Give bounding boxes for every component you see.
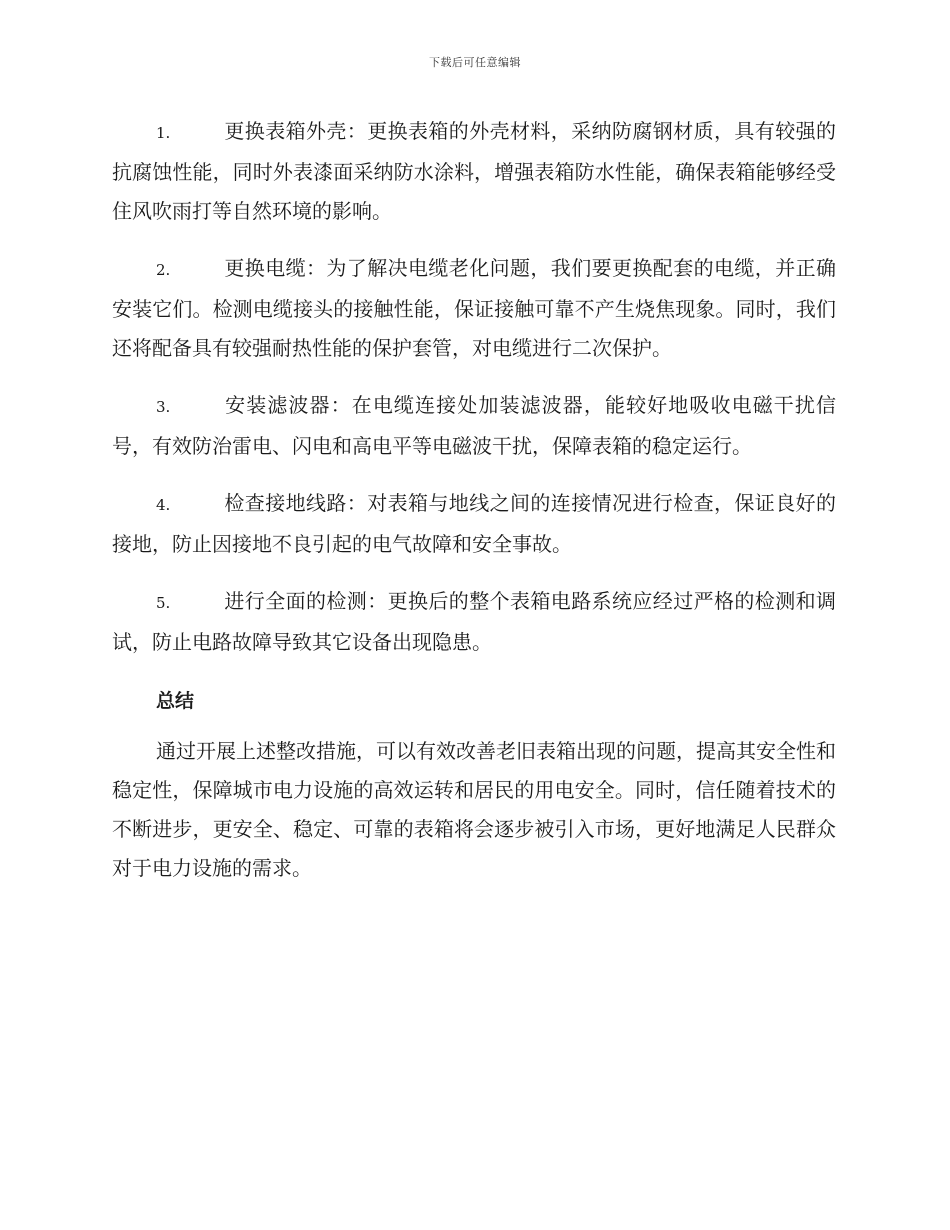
list-item-text: 更换表箱外壳：更换表箱的外壳材料，采纳防腐钢材质，具有较强的抗腐蚀性能，同时外表漆面采纳防水涂料，增强表箱防水性能，确保表箱能够经受住风吹雨打等自然环境的影响。 bbox=[112, 119, 836, 223]
summary-heading: 总结 bbox=[156, 690, 195, 712]
summary-paragraph: 通过开展上述整改措施，可以有效改善老旧表箱出现的问题，提高其安全性和稳定性，保障城市电力设施的高效运转和居民的用电安全。同时，信任随着技术的不断进步，更安全、稳定、可靠的表箱将会逐步被引入市场，更好地满足人民群众对于电力设施的需求。 bbox=[112, 739, 836, 880]
list-item-number: 2. bbox=[156, 261, 171, 279]
list-item-number: 5. bbox=[156, 594, 171, 612]
list-item-text: 更换电缆：为了解决电缆老化问题，我们要更换配套的电缆，并正确安装它们。检测电缆接头的接触性能，保证接触可靠不产生烧焦现象。同时，我们还将配备具有较强耐热性能的保护套管，对电缆进行二次保护。 bbox=[112, 256, 836, 360]
list-item-3 bbox=[112, 386, 836, 466]
list-item-number: 1. bbox=[156, 124, 171, 142]
list-item-text: 安装滤波器：在电缆连接处加装滤波器，能较好地吸收电磁干扰信号，有效防治雷电、闪电和高电平等电磁波干扰，保障表箱的稳定运行。 bbox=[112, 393, 836, 458]
list-item-number: 4. bbox=[156, 496, 171, 514]
page-header: 下载后可任意编辑 bbox=[429, 56, 521, 69]
list-item-5 bbox=[112, 582, 836, 662]
list-item-text: 进行全面的检测：更换后的整个表箱电路系统应经过严格的检测和调试，防止电路故障导致其它设备出现隐患。 bbox=[112, 589, 836, 654]
list-item-2 bbox=[112, 249, 836, 368]
list-item-number: 3. bbox=[156, 398, 171, 416]
list-item-1 bbox=[112, 112, 836, 231]
list-item-4 bbox=[112, 484, 836, 564]
document-body bbox=[112, 112, 836, 888]
list-item-text: 检查接地线路：对表箱与地线之间的连接情况进行检查，保证良好的接地，防止因接地不良引起的电气故障和安全事故。 bbox=[112, 491, 836, 556]
